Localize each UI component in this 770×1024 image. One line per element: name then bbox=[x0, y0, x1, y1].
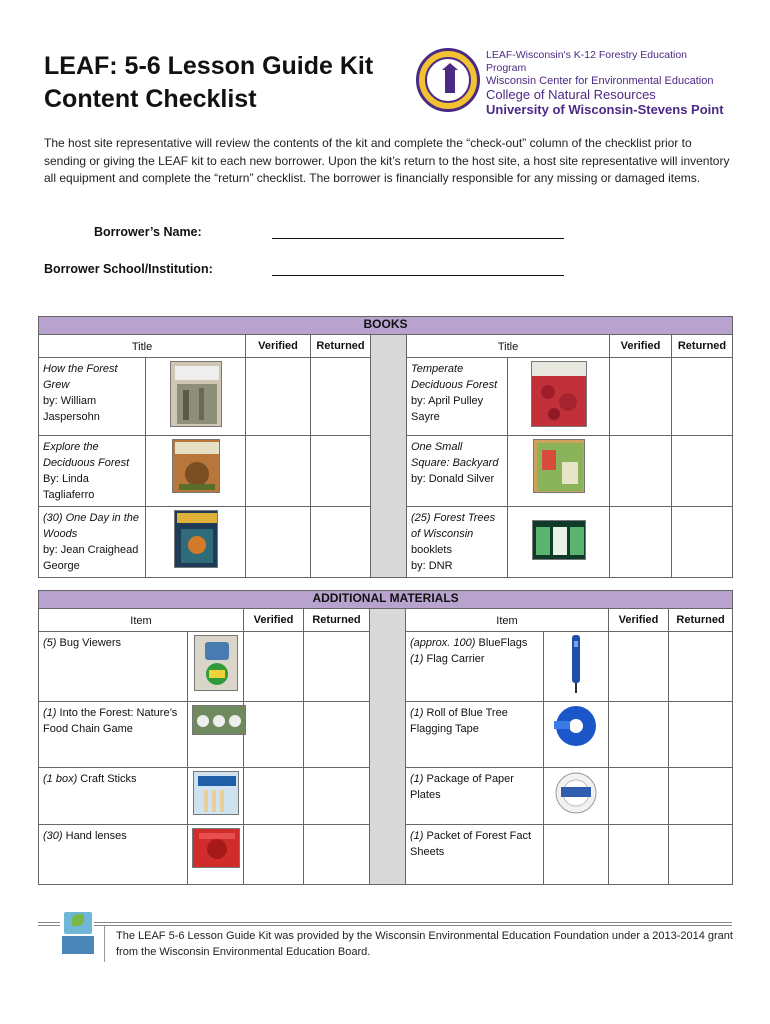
verified-checkbox[interactable] bbox=[246, 507, 311, 578]
footer-divider bbox=[104, 926, 105, 962]
books-col-title-right: Title bbox=[407, 335, 610, 358]
verified-checkbox[interactable] bbox=[244, 702, 304, 768]
university-seal-icon bbox=[416, 48, 480, 112]
item-image bbox=[544, 768, 609, 825]
books-col-verified-right: Verified bbox=[610, 335, 672, 358]
books-col-returned-right: Returned bbox=[672, 335, 733, 358]
item-image bbox=[188, 825, 244, 885]
item-image-empty bbox=[544, 825, 609, 885]
school-label: Borrower School/Institution: bbox=[44, 262, 213, 276]
materials-col-verified-left: Verified bbox=[244, 609, 304, 632]
title-line-1: LEAF: 5-6 Lesson Guide Kit bbox=[44, 52, 374, 80]
materials-heading: ADDITIONAL MATERIALS bbox=[39, 591, 733, 609]
book-cell: Explore the Deciduous Forest By: Linda Tagliaferro bbox=[39, 436, 146, 507]
logo-line-program: LEAF-Wisconsin's K-12 Forestry Education Program bbox=[486, 49, 687, 74]
item-cell: (1) Into the Forest: Nature’s Food Chain Game bbox=[39, 702, 188, 768]
borrower-name-line[interactable] bbox=[272, 238, 564, 239]
item-cell: (approx. 100) BlueFlags (1) Flag Carrier bbox=[406, 632, 544, 702]
footer-rule bbox=[38, 922, 732, 926]
book-cover-image bbox=[508, 436, 610, 507]
book-cell: Temperate Deciduous Forest by: April Pulley Sayre bbox=[407, 358, 508, 436]
returned-checkbox[interactable] bbox=[669, 632, 733, 702]
materials-col-returned-left: Returned bbox=[304, 609, 370, 632]
books-heading: BOOKS bbox=[39, 317, 733, 335]
materials-col-returned-right: Returned bbox=[669, 609, 733, 632]
returned-checkbox[interactable] bbox=[311, 436, 371, 507]
returned-checkbox[interactable] bbox=[304, 825, 370, 885]
materials-table bbox=[38, 590, 733, 885]
verified-checkbox[interactable] bbox=[244, 768, 304, 825]
item-image bbox=[544, 702, 609, 768]
book-cell: (30) One Day in the Woods by: Jean Craighead George bbox=[39, 507, 146, 578]
borrower-name-label: Borrower’s Name: bbox=[94, 225, 202, 239]
books-col-returned-left: Returned bbox=[311, 335, 371, 358]
item-image bbox=[544, 632, 609, 702]
verified-checkbox[interactable] bbox=[610, 436, 672, 507]
verified-checkbox[interactable] bbox=[609, 702, 669, 768]
book-cover-image bbox=[146, 358, 246, 436]
books-col-title-left: Title bbox=[39, 335, 246, 358]
logo-line-university: University of Wisconsin-Stevens Point bbox=[486, 102, 724, 117]
weef-logo-icon bbox=[60, 912, 94, 956]
verified-checkbox[interactable] bbox=[609, 825, 669, 885]
returned-checkbox[interactable] bbox=[669, 825, 733, 885]
logo-line-center: Wisconsin Center for Environmental Education bbox=[486, 75, 714, 87]
returned-checkbox[interactable] bbox=[669, 702, 733, 768]
title-line-2: Content Checklist bbox=[44, 85, 257, 113]
school-line[interactable] bbox=[272, 275, 564, 276]
book-cover-image bbox=[146, 436, 246, 507]
intro-paragraph: The host site representative will review the contents of the kit and complete the “check-out” column of the checklist prior to sending or giving the LEAF kit to each new borrower. Upon the kit’s return to the host site, a host site representative will inventory all equipment and complete the “return” checklist. The borrower is financially responsible for any missing or damaged items. bbox=[44, 136, 730, 185]
verified-checkbox[interactable] bbox=[609, 768, 669, 825]
footer bbox=[38, 920, 732, 962]
book-cell: How the Forest Grew by: William Jaspersohn bbox=[39, 358, 146, 436]
book-cover-image bbox=[508, 358, 610, 436]
materials-col-verified-right: Verified bbox=[609, 609, 669, 632]
returned-checkbox[interactable] bbox=[304, 702, 370, 768]
book-cell: One Small Square: Backyard by: Donald Silver bbox=[407, 436, 508, 507]
verified-checkbox[interactable] bbox=[609, 632, 669, 702]
item-image bbox=[188, 768, 244, 825]
returned-checkbox[interactable] bbox=[672, 507, 733, 578]
item-cell: (1 box) Craft Sticks bbox=[39, 768, 188, 825]
returned-checkbox[interactable] bbox=[311, 507, 371, 578]
item-cell: (30) Hand lenses bbox=[39, 825, 188, 885]
books-col-verified-left: Verified bbox=[246, 335, 311, 358]
book-cover-image bbox=[508, 507, 610, 578]
verified-checkbox[interactable] bbox=[610, 358, 672, 436]
verified-checkbox[interactable] bbox=[244, 825, 304, 885]
books-table bbox=[38, 316, 733, 578]
verified-checkbox[interactable] bbox=[246, 358, 311, 436]
returned-checkbox[interactable] bbox=[672, 436, 733, 507]
returned-checkbox[interactable] bbox=[669, 768, 733, 825]
materials-col-item-right: Item bbox=[406, 609, 609, 632]
item-cell: (1) Roll of Blue Tree Flagging Tape bbox=[406, 702, 544, 768]
page-title bbox=[44, 50, 404, 116]
returned-checkbox[interactable] bbox=[672, 358, 733, 436]
item-cell: (1) Packet of Forest Fact Sheets bbox=[406, 825, 544, 885]
returned-checkbox[interactable] bbox=[304, 632, 370, 702]
returned-checkbox[interactable] bbox=[304, 768, 370, 825]
item-cell: (5) Bug Viewers bbox=[39, 632, 188, 702]
item-image bbox=[188, 702, 244, 768]
logo-line-college: College of Natural Resources bbox=[486, 87, 656, 102]
returned-checkbox[interactable] bbox=[311, 358, 371, 436]
verified-checkbox[interactable] bbox=[244, 632, 304, 702]
materials-col-item-left: Item bbox=[39, 609, 244, 632]
item-image bbox=[188, 632, 244, 702]
verified-checkbox[interactable] bbox=[246, 436, 311, 507]
book-cover-image bbox=[146, 507, 246, 578]
item-cell: (1) Package of Paper Plates bbox=[406, 768, 544, 825]
footer-text: The LEAF 5-6 Lesson Guide Kit was provided by the Wisconsin Environmental Education Foundation under a 2013-2014 grant from the Wisconsin Environmental Education Board. bbox=[116, 930, 733, 958]
logo-text bbox=[486, 49, 726, 117]
uwsp-logo bbox=[416, 48, 726, 117]
verified-checkbox[interactable] bbox=[610, 507, 672, 578]
book-cell: (25) Forest Trees of Wisconsin booklets by: DNR bbox=[407, 507, 508, 578]
